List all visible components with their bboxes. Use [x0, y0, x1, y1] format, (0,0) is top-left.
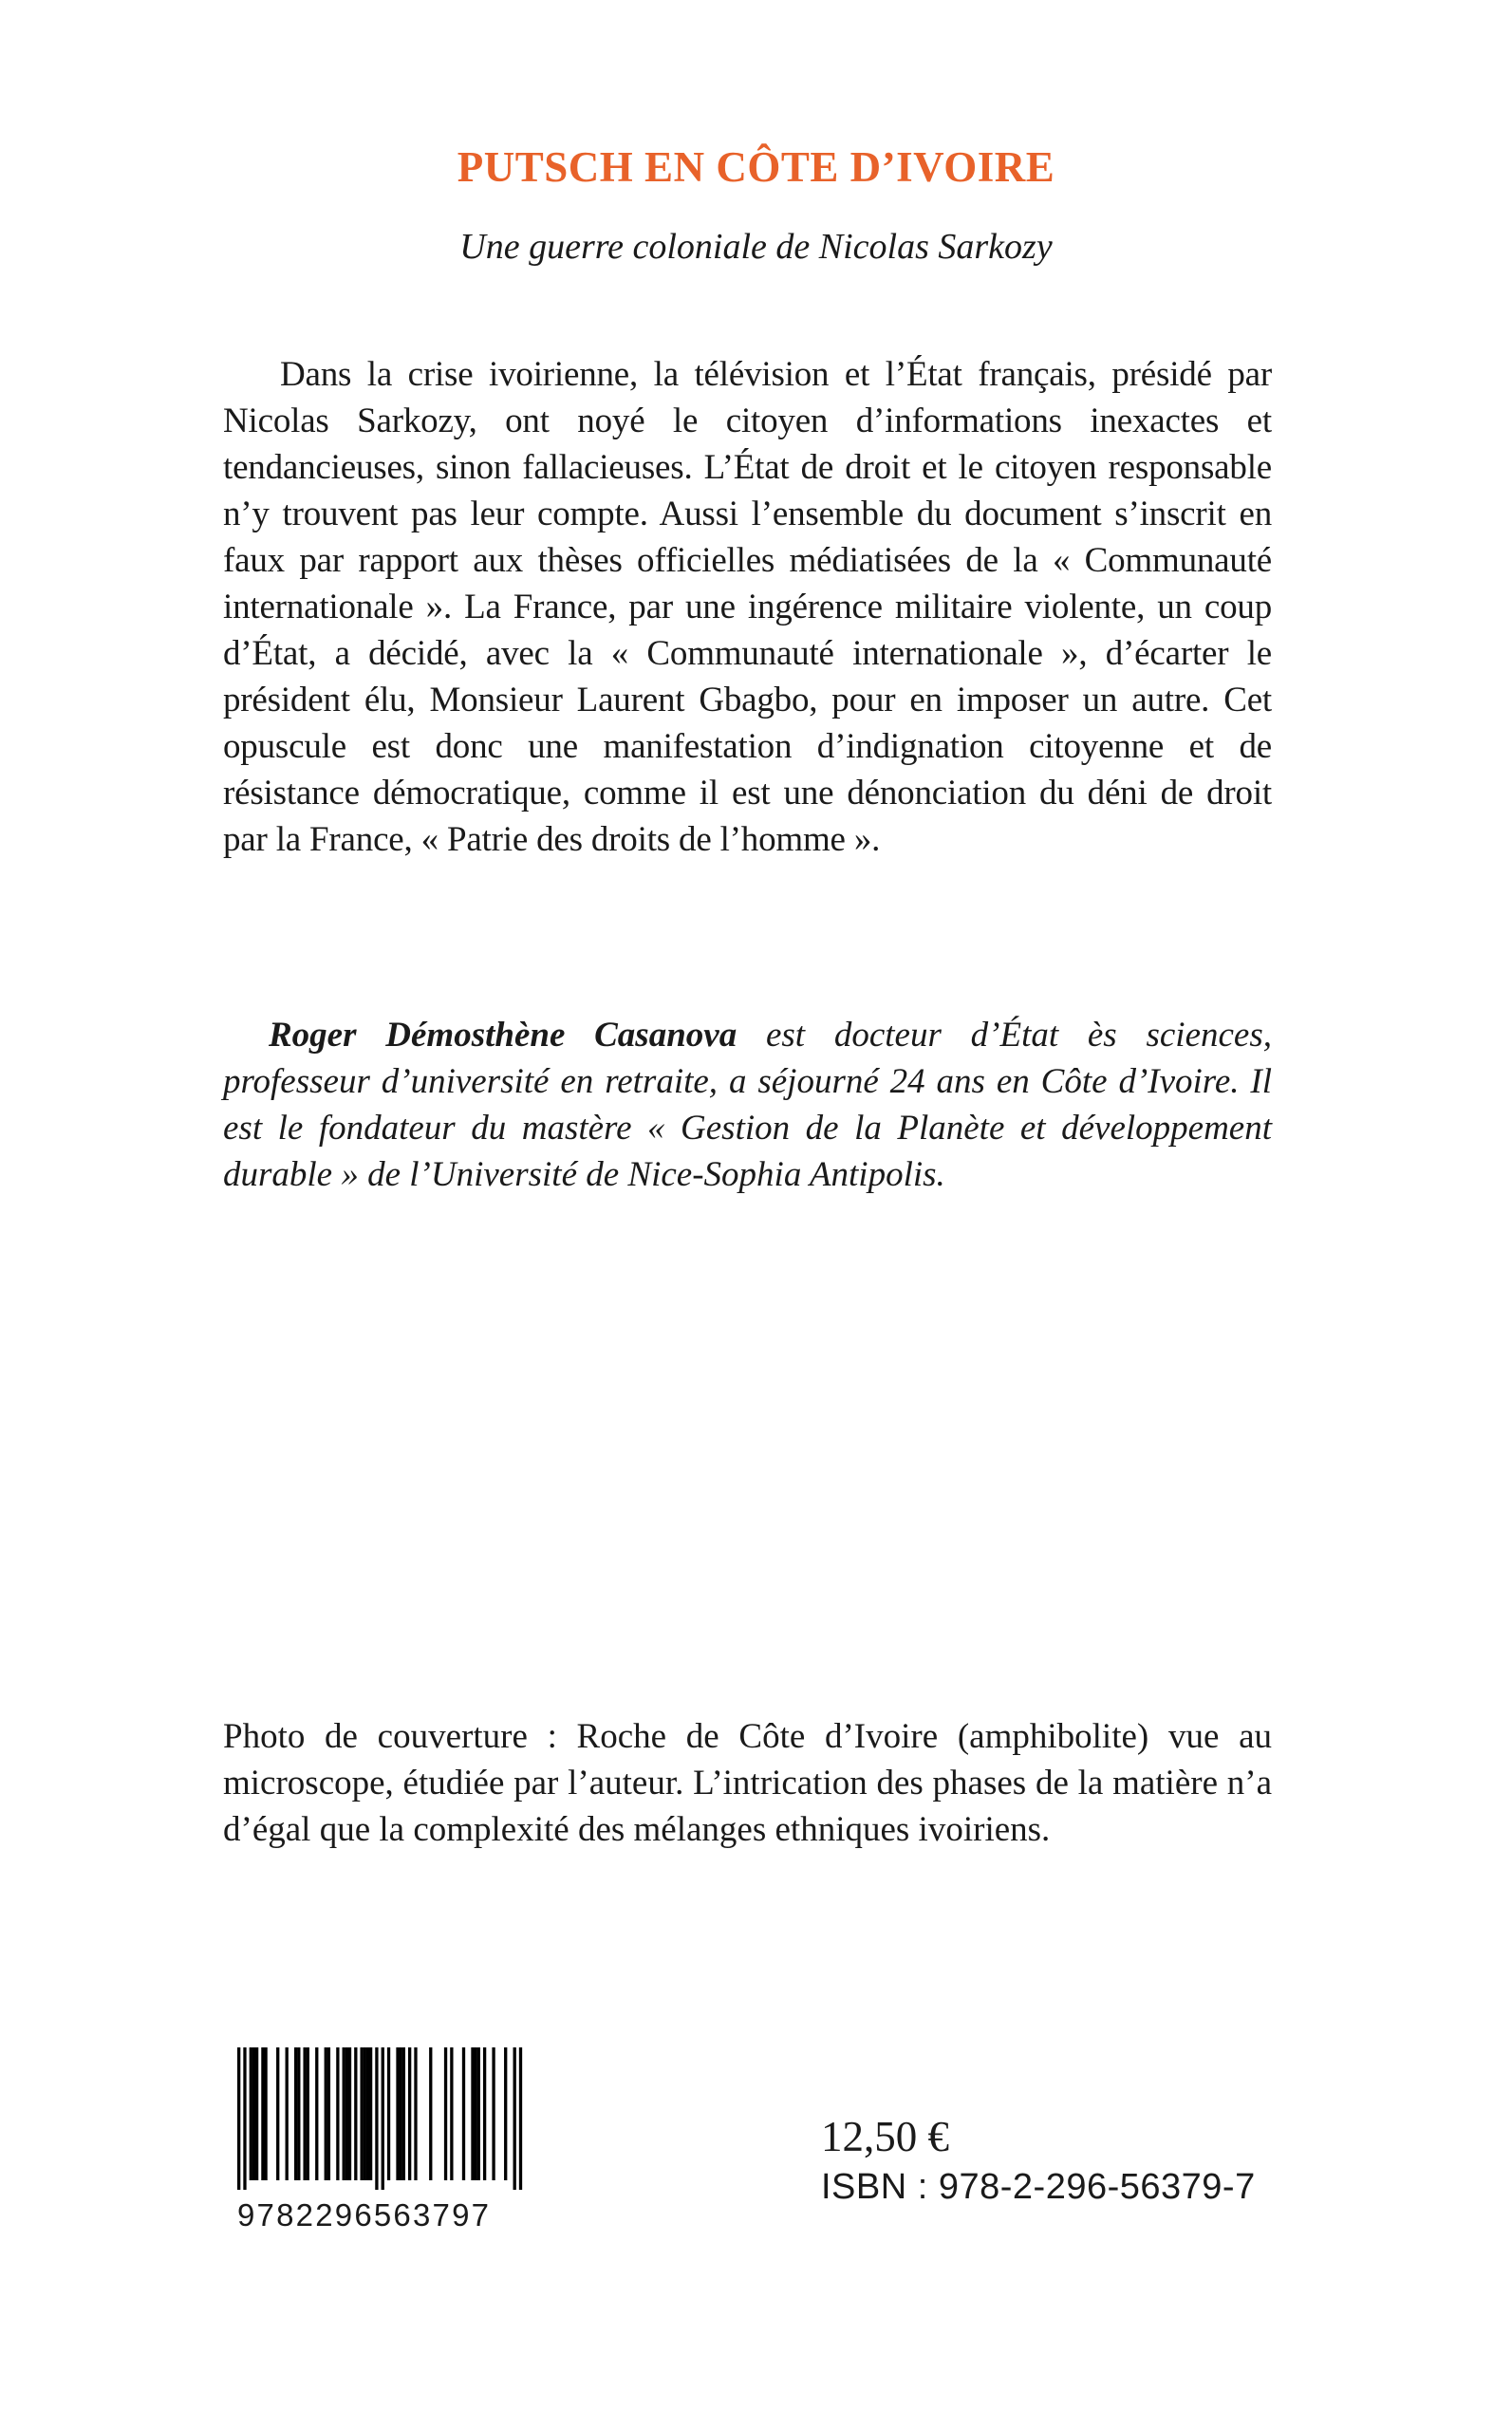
- barcode-bar: [343, 2047, 345, 2180]
- barcode-bar: [243, 2047, 246, 2190]
- barcode-bars: [237, 2047, 546, 2190]
- barcode-bar: [400, 2047, 402, 2180]
- barcode-bar: [325, 2047, 327, 2180]
- barcode-bar: [414, 2047, 417, 2180]
- barcode-bar: [471, 2047, 474, 2180]
- barcode-bar: [429, 2047, 432, 2180]
- barcode-bar: [276, 2047, 279, 2180]
- barcode-bar: [354, 2047, 357, 2180]
- author-bio-paragraph: [223, 1012, 1272, 1198]
- barcode-bar: [444, 2047, 447, 2180]
- barcode-bar: [261, 2047, 264, 2180]
- author-bio-text: est docteur d’État ès sciences, professeur d’université en retraite, a séjourné 24 ans en Côte d’Ivoire. Il est le fondateur du mastère « Gestion de la Planète et développement durable » de l’Université de Nice-Sophia Antipolis.: [223, 1016, 1272, 1194]
- barcode-bar: [369, 2047, 372, 2180]
- author-name: Roger Démosthène Casanova: [269, 1016, 737, 1055]
- barcode-bar: [366, 2047, 369, 2180]
- barcode-bar: [307, 2047, 309, 2180]
- barcode-bar: [492, 2047, 495, 2180]
- barcode-bar: [382, 2047, 384, 2190]
- barcode-bar: [504, 2047, 507, 2180]
- barcode-bar: [483, 2047, 486, 2180]
- barcode-digits: 9782296563797: [237, 2197, 492, 2233]
- barcode-bar: [348, 2047, 351, 2180]
- barcode-bar: [375, 2047, 378, 2190]
- book-title: PUTSCH EN CÔTE D’IVOIRE: [457, 143, 1055, 191]
- barcode-bar: [408, 2047, 411, 2180]
- barcode-bar: [255, 2047, 258, 2180]
- barcode-bar: [336, 2047, 339, 2180]
- barcode-bar: [345, 2047, 348, 2180]
- barcode-bar: [513, 2047, 516, 2190]
- barcode-bar: [360, 2047, 363, 2180]
- barcode-bar: [286, 2047, 289, 2180]
- isbn-number: ISBN : 978-2-296-56379-7: [821, 2167, 1256, 2207]
- barcode-bar: [327, 2047, 330, 2180]
- price: 12,50 €: [821, 2113, 949, 2160]
- barcode-bar: [250, 2047, 252, 2180]
- barcode-bar: [402, 2047, 405, 2180]
- barcode-bar: [462, 2047, 465, 2180]
- barcode-bar: [303, 2047, 306, 2180]
- barcode-bar: [477, 2047, 480, 2180]
- barcode-bar: [519, 2047, 522, 2190]
- barcode-bar: [474, 2047, 476, 2180]
- barcode-bar: [387, 2047, 390, 2180]
- barcode-bar: [264, 2047, 267, 2180]
- barcode-bar: [237, 2047, 240, 2190]
- barcode-bar: [364, 2047, 366, 2180]
- barcode-bar: [450, 2047, 453, 2180]
- barcode-image: [237, 2047, 546, 2268]
- barcode-bar: [294, 2047, 297, 2180]
- book-subtitle: Une guerre coloniale de Nicolas Sarkozy: [459, 227, 1053, 267]
- barcode-bar: [396, 2047, 399, 2180]
- barcode-bar: [315, 2047, 318, 2180]
- photo-credit-paragraph: Photo de couverture : Roche de Côte d’Ivoire (amphibolite) vue au microscope, étudiée par l’auteur. L’intrication des phases de la matière n’a d’égal que la complexité des mélanges ethniques ivoiriens.: [223, 1717, 1272, 1849]
- barcode-bar: [252, 2047, 255, 2180]
- blurb-paragraph: Dans la crise ivoirienne, la télévision et l’État français, présidé par Nicolas Sarkozy, ont noyé le citoyen d’informations inexactes et tendancieuses, sinon fallacieuses. L’État de droit et le citoyen responsable n’y trouvent pas leur compte. Aussi l’ensemble du document s’inscrit en faux par rapport aux thèses officielles médiatisées de la « Communauté internationale ». La France, par une ingérence militaire violente, un coup d’État, a décidé, avec la « Communauté internationale », d’écarter le président élu, Monsieur Laurent Gbagbo, pour en imposer un autre. Cet opuscule est donc une manifestation d’indignation citoyenne et de résistance démocratique, comme il est une dénonciation du déni de droit par la France, « Patrie des droits de l’homme ».: [223, 355, 1272, 859]
- barcode-bar: [297, 2047, 300, 2180]
